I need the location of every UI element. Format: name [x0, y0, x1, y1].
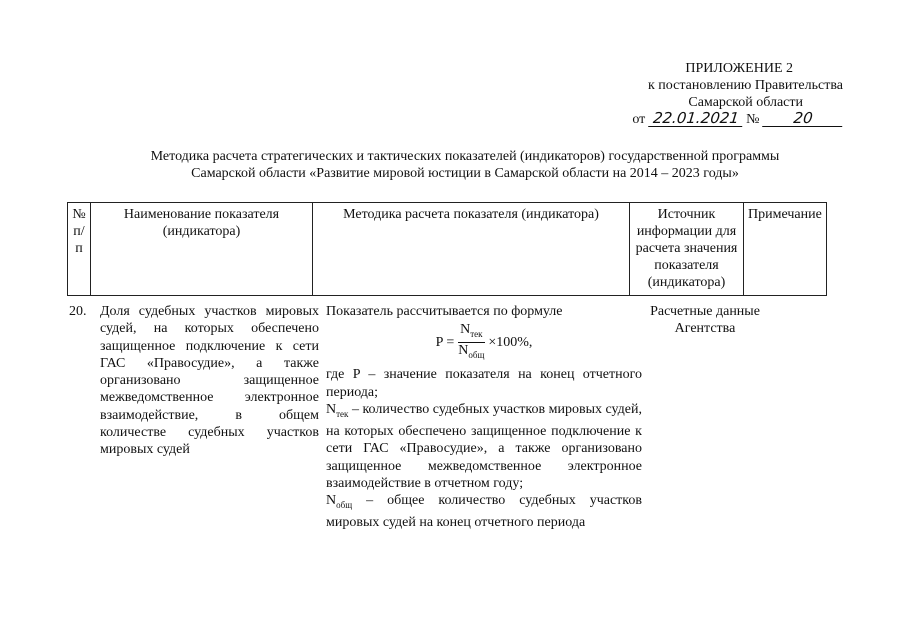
- formula-rhs: ×100%,: [488, 334, 533, 350]
- handwritten-number: 20: [762, 111, 844, 127]
- table-header-row: [68, 203, 827, 296]
- appendix-dateline: [613, 111, 843, 128]
- information-source: Расчетные данные Агентства: [650, 304, 760, 337]
- document-title-line-1: Методика расчета стратегических и тактических показателей (индикаторов) государственной программы: [150, 149, 780, 164]
- indicator-table-header: [67, 202, 827, 296]
- calculation-method: [326, 303, 642, 532]
- method-p-definition: где P – значение показателя на конец отчетного периода;: [326, 367, 642, 400]
- appendix-line-1: к постановлению Правительства: [647, 78, 843, 93]
- formula-denominator: $N_{общ}$: [458, 342, 485, 360]
- document-title-line-2: Самарской области «Развитие мировой юстиции в Самарской области на 2014 – 2023 годы»: [191, 166, 739, 181]
- document-title: [80, 148, 850, 182]
- method-ntek-definition: $N_{тек}$ – количество судебных участков мировых судей, на которых обеспечено защищенное подключение к сети ГАС «Правосудие», а также организовано защищенное межведомственное электронное взаимодействие в отчетном году;: [326, 401, 642, 491]
- row-number: 20.: [69, 304, 87, 319]
- formula: [326, 324, 642, 360]
- appendix-title: ПРИЛОЖЕНИЕ 2: [685, 61, 793, 76]
- header-method: Методика расчета показателя (индикатора): [313, 203, 630, 296]
- formula-lhs: P =: [435, 334, 455, 350]
- method-intro: Показатель рассчитывается по формуле: [326, 304, 563, 319]
- header-source: Источник информации для расчета значения показателя (индикатора): [630, 203, 744, 296]
- date-prefix: от: [632, 112, 646, 127]
- appendix-line-2: Самарской области: [688, 95, 803, 110]
- method-nobsh-definition: $N_{общ}$ – общее количество судебных участков мировых судей на конец отчетного периода: [326, 493, 642, 531]
- indicator-name: Доля судебных участков мировых судей, на которых обеспечено защищенное подключение к сети ГАС «Правосудие», а также организовано защищенное межведомственное электронное взаимодействие, в общем количестве судебных участков мировых судей: [100, 304, 319, 458]
- header-name: Наименование показателя (индикатора): [91, 203, 313, 296]
- header-number: № п/п: [68, 203, 91, 296]
- formula-fraction: [456, 322, 486, 363]
- handwritten-date: 22.01.2021: [648, 111, 744, 127]
- number-sign: №: [746, 112, 760, 127]
- formula-numerator: $N_{тек}$: [458, 322, 484, 343]
- header-note: Примечание: [744, 203, 827, 296]
- appendix-block: [613, 60, 843, 128]
